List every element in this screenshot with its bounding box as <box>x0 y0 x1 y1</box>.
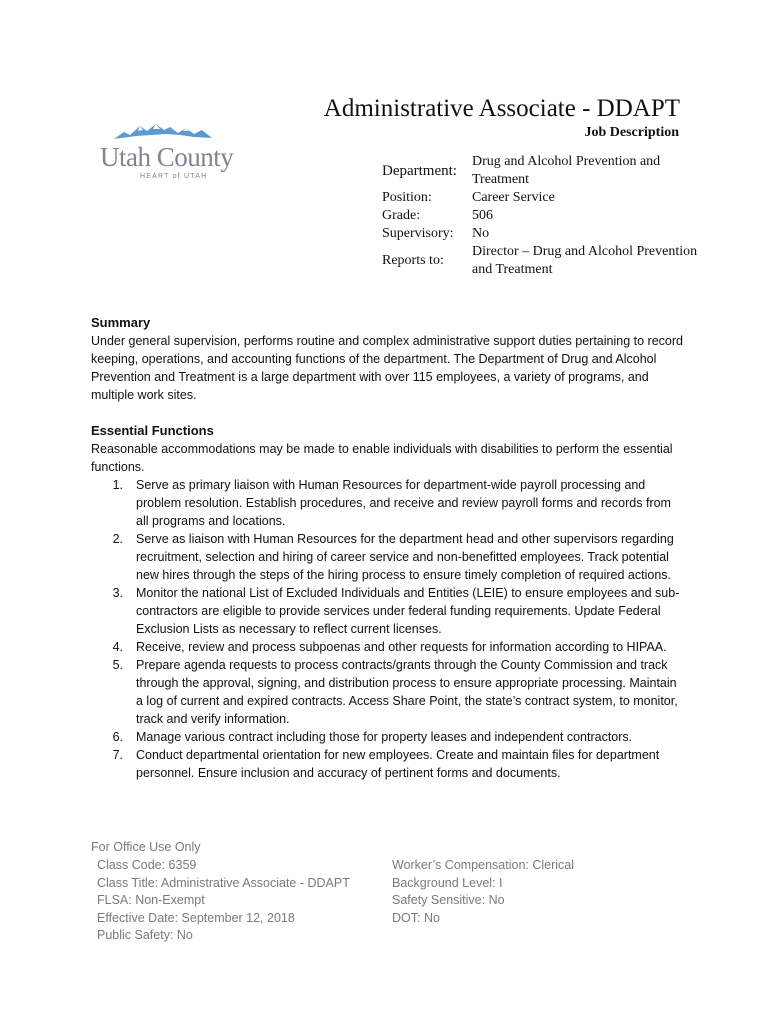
office-field-background-level: Background Level: I <box>392 875 503 890</box>
list-item-number: 4. <box>112 640 123 654</box>
logo-tagline: HEART of UTAH <box>140 173 208 180</box>
essential-functions-intro: Reasonable accommodations may be made to enable individuals with disabilities to perform the essential functions. <box>91 442 673 474</box>
office-field-safety-sensitive: Safety Sensitive: No <box>392 893 505 907</box>
utah-county-logo <box>100 122 232 182</box>
list-item <box>91 476 691 530</box>
job-info-table <box>382 153 702 279</box>
page-subtitle: Job Description <box>584 125 679 140</box>
info-row-supervisory <box>382 225 702 243</box>
office-field-class-code: Class Code: 6359 <box>97 858 197 872</box>
summary-heading: Summary <box>91 315 151 330</box>
office-field-class-title: Class Title: Administrative Associate - DDAPT <box>97 875 350 890</box>
list-item-number: 6. <box>112 730 123 744</box>
list-item <box>91 638 691 656</box>
list-item-text: Manage various contract including those for property leases and independent contractors. <box>136 730 633 744</box>
info-row-reports-to <box>382 243 702 279</box>
info-row-department <box>382 153 702 189</box>
office-use-section <box>91 838 575 942</box>
info-row-position <box>382 189 702 207</box>
list-item <box>91 746 691 782</box>
list-item-number: 7. <box>112 748 123 762</box>
office-field-workers-comp: Worker’s Compensation: Clerical <box>392 858 575 872</box>
list-item-text: Serve as primary liaison with Human Resources for department-wide payroll processing and problem resolution. Establish procedures, and receive and review payroll forms and records from all programs and locations. <box>136 478 671 528</box>
info-label: Position: <box>382 190 432 205</box>
office-field-dot: DOT: No <box>392 910 440 925</box>
info-value: Drug and Alcohol Prevention and Treatment <box>472 154 661 187</box>
info-value: 506 <box>472 208 493 223</box>
essential-functions-heading: Essential Functions <box>91 423 214 438</box>
summary-text: Under general supervision, performs routine and complex administrative support duties pertaining to record keeping, operations, and accounting functions of the department. The Department of Drug and Alcohol Prevention and Treatment is a large department with over 115 employees, a variety of programs, and multiple work sites. <box>91 334 683 402</box>
list-item <box>91 728 691 746</box>
list-item <box>91 656 691 728</box>
info-value: Career Service <box>472 190 555 205</box>
mountains-icon <box>114 122 214 142</box>
list-item-number: 2. <box>112 532 123 546</box>
list-item-number: 1. <box>112 478 123 492</box>
office-use-right-column <box>392 856 574 926</box>
info-label: Supervisory: <box>382 226 454 241</box>
list-item <box>91 584 691 638</box>
list-item-number: 5. <box>112 658 123 672</box>
page-title: Administrative Associate - DDAPT <box>323 95 680 122</box>
office-use-left-column <box>97 856 350 944</box>
info-value: No <box>472 226 490 241</box>
office-field-public-safety: Public Safety: No <box>97 928 193 942</box>
info-row-grade <box>382 207 702 225</box>
list-item-text: Monitor the national List of Excluded Individuals and Entities (LEIE) to ensure employees and sub-contractors are eligible to provide services under federal funding requirements. Update Federal Exclusion Lists as necessary to reflect current licenses. <box>136 586 680 636</box>
list-item <box>91 530 691 584</box>
list-item-text: Serve as liaison with Human Resources for the department head and other supervisors regarding recruitment, selection and hiring of career service and non-benefitted employees. Track potential new hires through the steps of the hiring process to ensure timely completion of required actions. <box>136 532 674 582</box>
list-item-text: Receive, review and process subpoenas and other requests for information according to HIPAA. <box>136 640 667 654</box>
office-field-flsa: FLSA: Non-Exempt <box>97 893 205 907</box>
info-value: Director – Drug and Alcohol Prevention and Treatment <box>472 244 698 277</box>
list-item-text: Prepare agenda requests to process contracts/grants through the County Commission and track through the approval, signing, and distribution process to ensure appropriate processing. Maintain a log of current and expired contracts. Access Share Point, the state’s contract system, to monitor, track and verify information. <box>136 658 678 726</box>
logo-name: Utah County <box>100 142 234 172</box>
info-label: Reports to: <box>382 253 444 268</box>
list-item-number: 3. <box>112 586 123 600</box>
office-field-effective-date: Effective Date: September 12, 2018 <box>97 910 295 925</box>
info-label: Department: <box>382 162 457 179</box>
info-label: Grade: <box>382 208 421 223</box>
essential-functions-list <box>91 476 691 782</box>
essential-functions-section <box>91 422 691 782</box>
list-item-text: Conduct departmental orientation for new employees. Create and maintain files for department personnel. Ensure inclusion and accuracy of pertinent forms and documents. <box>136 748 660 780</box>
office-use-heading: For Office Use Only <box>91 840 201 854</box>
summary-section <box>91 314 691 404</box>
